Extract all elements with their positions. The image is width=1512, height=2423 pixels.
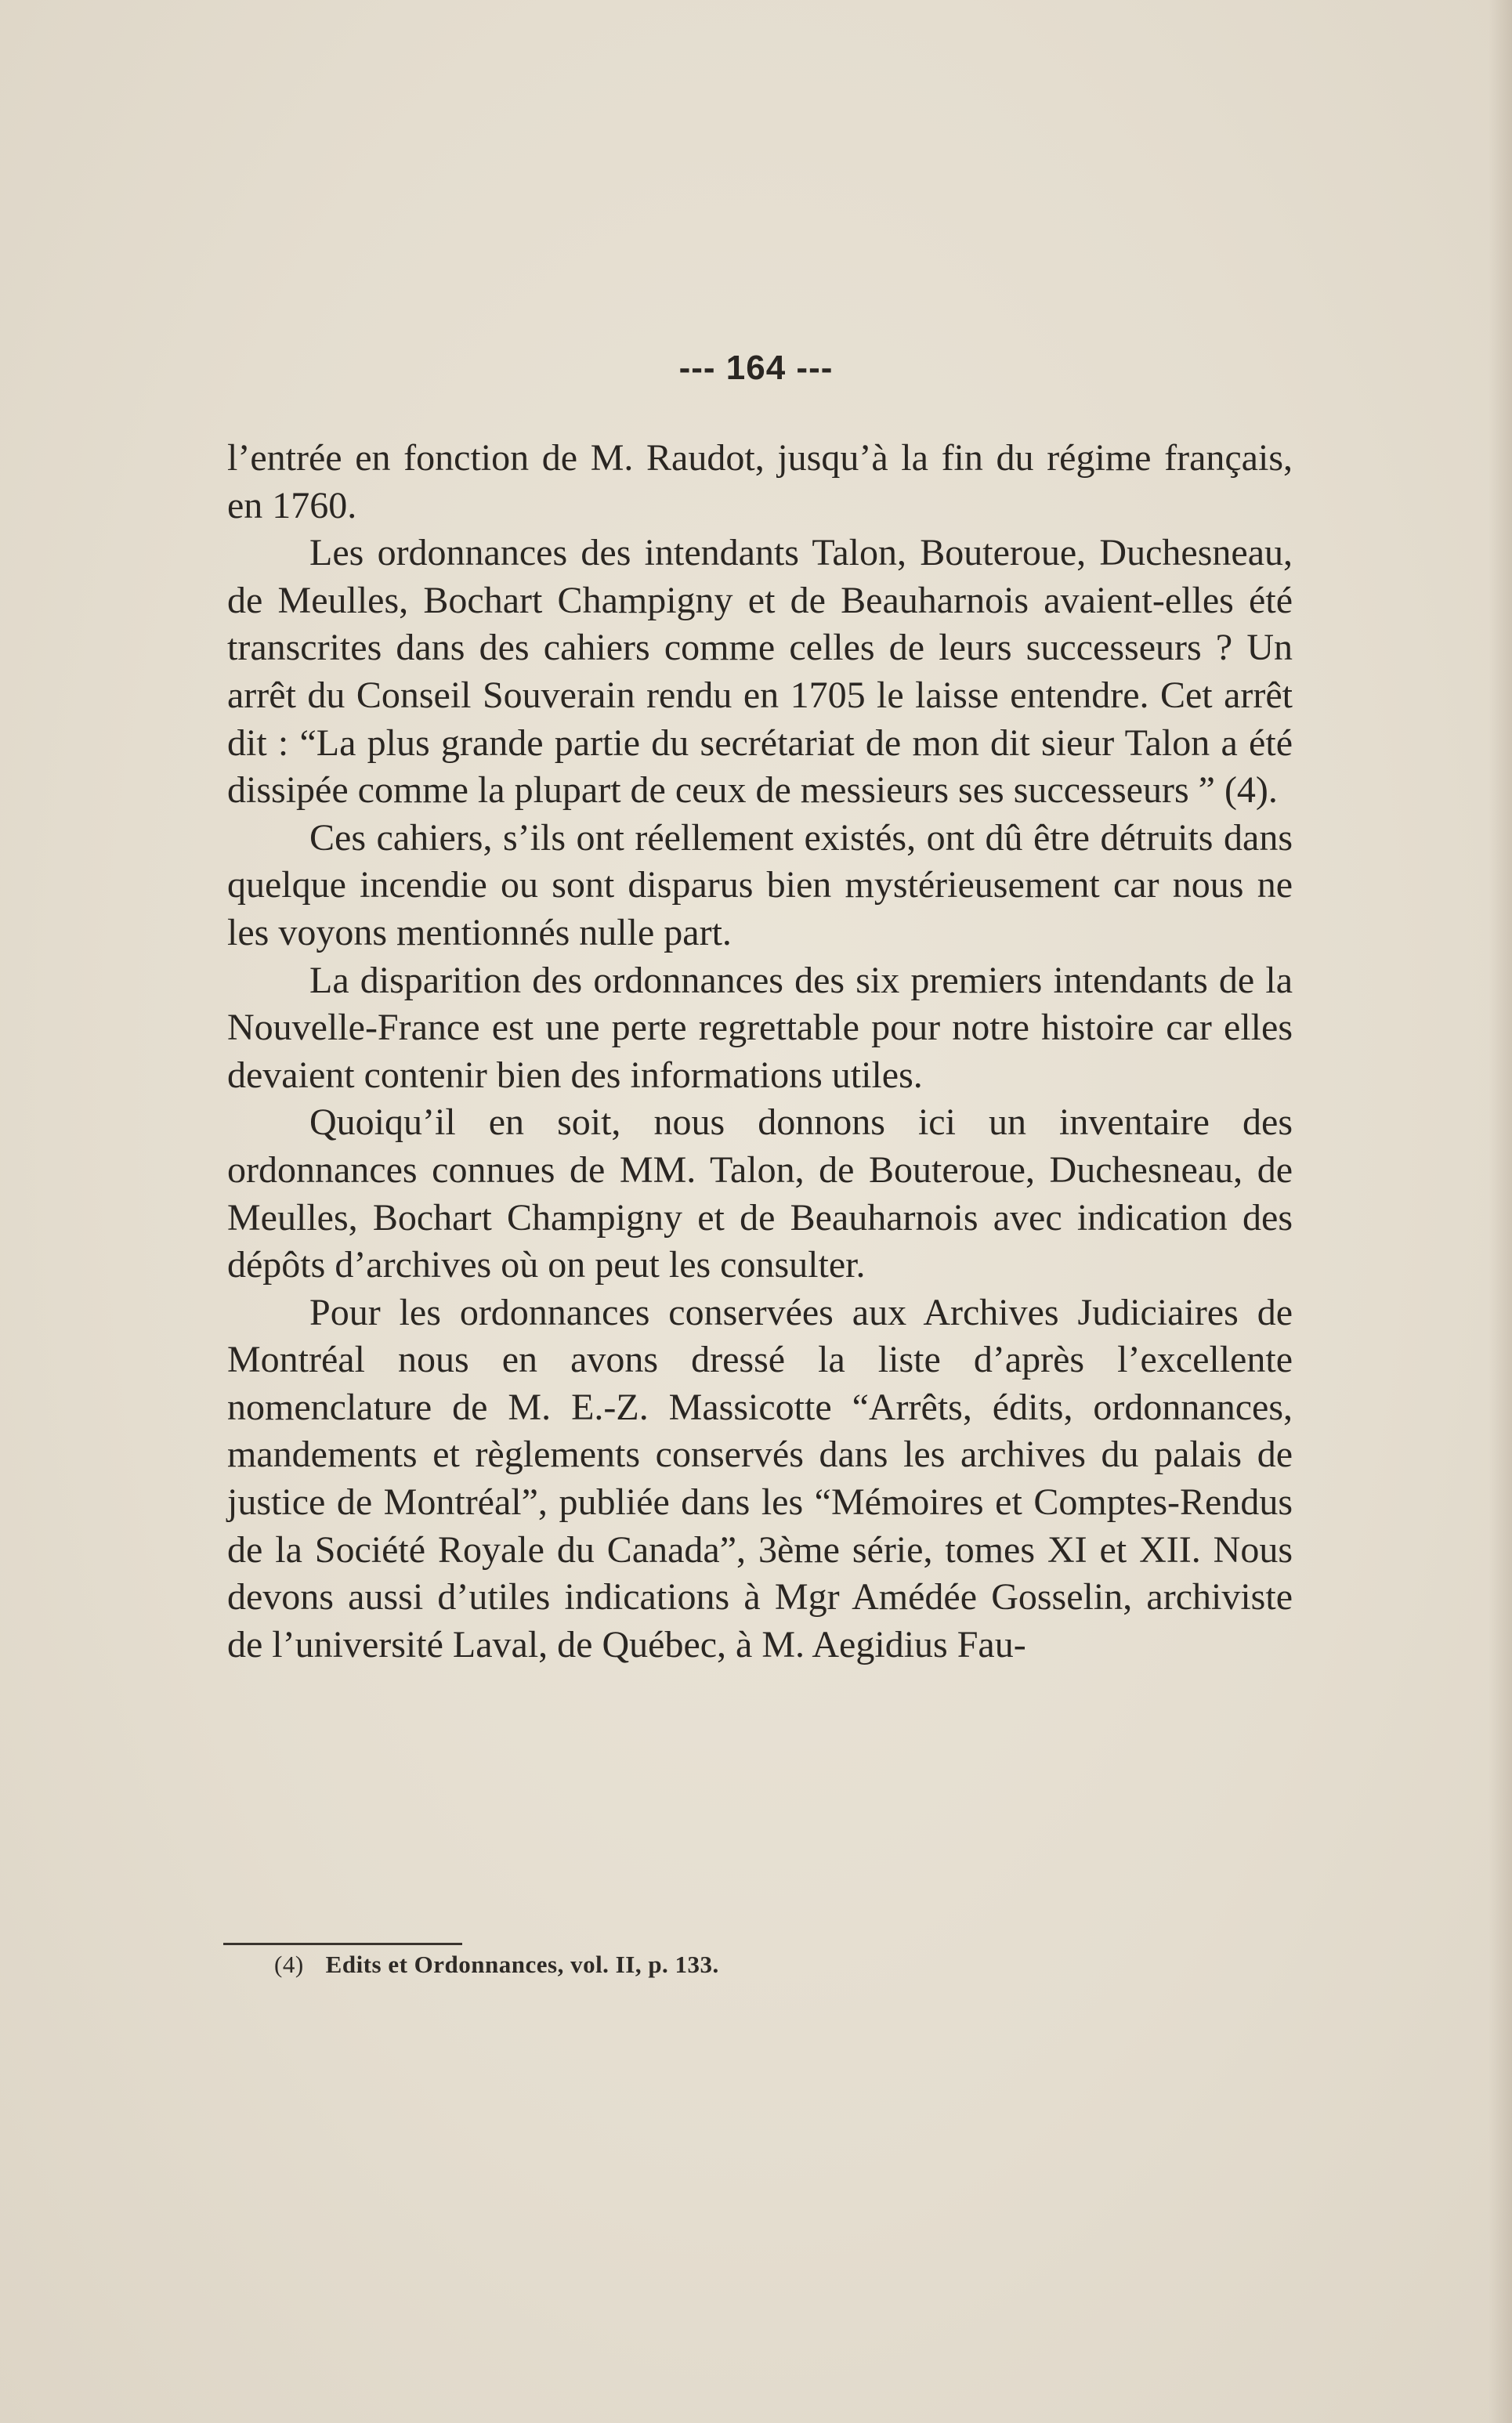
paragraph: La disparition des ordonnances des six premiers intendants de la Nouvelle-France est une perte regrettable pour notre histoire car elles devaient contenir bien des informations utiles.: [227, 959, 1293, 1096]
footnote-divider: [223, 1943, 462, 1945]
paragraph: Pour les ordonnances conservées aux Archives Judiciaires de Montréal nous en avons dressé la liste d’après l’excellente nomenclature de M. E.-Z. Massicotte “Arrêts, édits, ordonnances, mandements et règlements conservés dans les archives du palais de justice de Montréal”, publiée dans les “Mémoires et Comptes-Rendus de la Société Royale du Canada”, 3ème série, tomes XI et XII. Nous devons aussi d’utiles indications à Mgr Amédée Gosselin, archiviste de l’université Laval, de Québec, à M. Aegidius Fau-: [227, 1291, 1293, 1665]
footnote-marker: (4): [274, 1951, 304, 1978]
footnote: [274, 1951, 719, 1979]
page-number: --- 164 ---: [678, 349, 834, 387]
paragraph: Quoiqu’il en soit, nous donnons ici un inventaire des ordonnances connues de MM. Talon, de Bouteroue, Duchesneau, de Meulles, Bochart Champigny et de Beauharnois avec indication des dépôts d’archives où on peut les consulter.: [227, 1101, 1293, 1286]
paragraph: Les ordonnances des intendants Talon, Bouteroue, Duchesneau, de Meulles, Bochart Champigny et de Beauharnois avaient-elles été transcrites dans des cahiers comme celles de leurs successeurs ? Un arrêt du Conseil Souverain rendu en 1705 le laisse entendre. Cet arrêt dit : “La plus grande partie du secrétariat de mon dit sieur Talon a été dissipée comme la plupart de ceux de messieurs ses successeurs ” (4).: [227, 532, 1293, 812]
footnote-text: Edits et Ordonnances, vol. II, p. 133.: [325, 1951, 719, 1978]
body-text: [227, 435, 1293, 1669]
paragraph: l’entrée en fonction de M. Raudot, jusqu’à la fin du régime français, en 1760.: [227, 437, 1293, 526]
paragraph: Ces cahiers, s’ils ont réellement existés, ont dû être détruits dans quelque incendie ou sont disparus bien mystérieusement car nous ne les voyons mentionnés nulle part.: [227, 816, 1293, 953]
